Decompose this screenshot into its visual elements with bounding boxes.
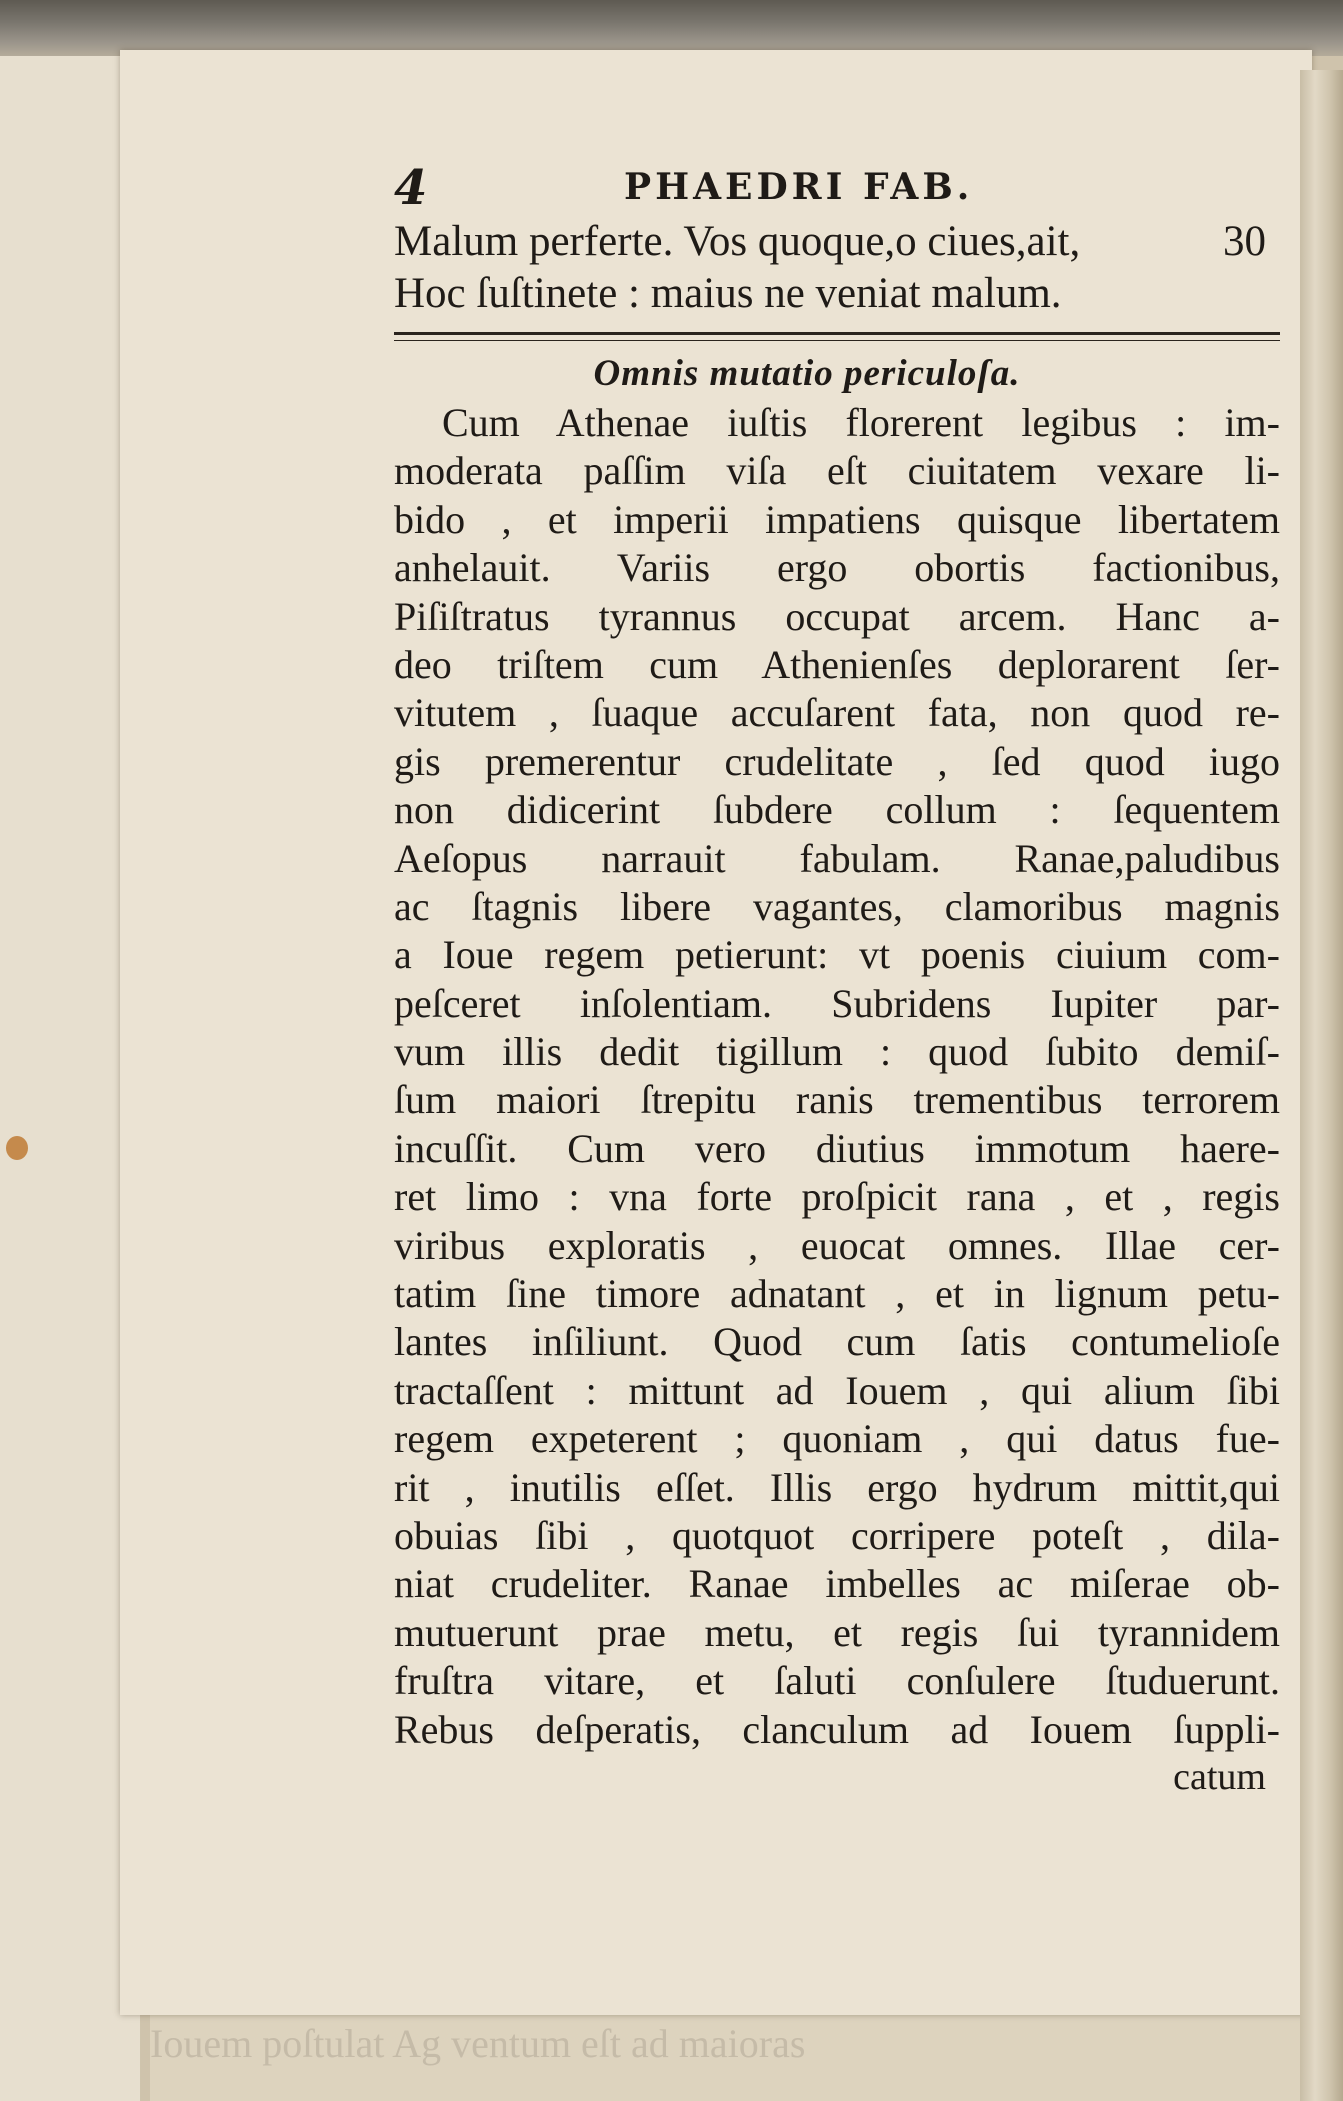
body-line: rit , inutilis eſſet. Illis ergo hydrum mittit,qui: [394, 1464, 1280, 1510]
gutter-shadow: [1300, 70, 1343, 2101]
body-line: viribus exploratis , euocat omnes. Illae cer-: [394, 1222, 1280, 1268]
section-divider: [394, 332, 1280, 341]
body-line: ret limo : vna forte proſpicit rana , et , regis: [394, 1174, 1280, 1220]
fable-body: [394, 399, 1280, 1754]
verse-line: [394, 216, 1280, 268]
running-head-title: PHAEDRI FAB.: [624, 166, 974, 208]
fable-title: Omnis mutatio periculoſa.: [593, 353, 1021, 394]
verse-line-number: 30: [1223, 218, 1266, 265]
body-line: tractaſſent : mittunt ad Iouem , qui alium ſibi: [394, 1367, 1280, 1413]
body-line: tatim ſine timore adnatant , et in lignum petu-: [394, 1271, 1280, 1317]
body-line: mutuerunt prae metu, et regis ſui tyrannidem: [394, 1609, 1280, 1655]
body-line: Cum Athenae iuſtis florerent legibus : im-: [442, 400, 1280, 445]
body-line: vum illis dedit tigillum : quod ſubito demiſ-: [394, 1029, 1280, 1075]
body-line: niat crudeliter. Ranae imbelles ac miſerae ob-: [394, 1561, 1280, 1607]
body-line: lantes inſiliunt. Quod cum ſatis contumelioſe: [394, 1319, 1280, 1365]
body-line: fruſtra vitare, et ſaluti conſulere ſtuduerunt.: [394, 1658, 1280, 1704]
page-text-block: [394, 160, 1280, 1800]
catchword: catum: [1173, 1755, 1266, 1798]
running-head: [394, 160, 1280, 216]
body-line: gis premerentur crudelitate , ſed quod iugo: [394, 738, 1280, 784]
body-line: incuſſit. Cum vero diutius immotum haere-: [394, 1125, 1280, 1171]
body-line: obuias ſibi , quotquot corripere poteſt , dila-: [394, 1512, 1280, 1558]
body-line: ac ſtagnis libere vagantes, clamoribus magnis: [394, 883, 1280, 929]
body-line: Rebus deſperatis, clanculum ad Iouem ſuppli-: [394, 1706, 1280, 1752]
body-line: Aeſopus narrauit fabulam. Ranae,paludibus: [394, 835, 1280, 881]
body-line: regem expeterent ; quoniam , qui datus fue-: [394, 1416, 1280, 1462]
body-line: moderata paſſim viſa eſt ciuitatem vexare li-: [394, 448, 1280, 494]
body-line: Piſiſtratus tyrannus occupat arcem. Hanc a-: [394, 593, 1280, 639]
bleed-through-text: Iouem poſtulat Ag ventum eſt ad maioras: [150, 2021, 806, 2066]
body-line: bido , et imperii impatiens quisque libertatem: [394, 496, 1280, 542]
verse-text: Hoc ſuſtinete : maius ne veniat malum.: [394, 270, 1062, 317]
body-line: anhelauit. Variis ergo obortis factionibus,: [394, 545, 1280, 591]
body-line: ſum maiori ſtrepitu ranis trementibus terrorem: [394, 1077, 1280, 1123]
ink-stain: [6, 1136, 28, 1160]
verse-text: Malum perferte. Vos quoque,o ciues,ait,: [394, 218, 1081, 265]
body-line: non didicerint ſubdere collum : ſequentem: [394, 787, 1280, 833]
body-line: peſceret inſolentiam. Subridens Iupiter par-: [394, 980, 1280, 1026]
book-binding-edge: [0, 0, 1343, 56]
body-line: a Ioue regem petierunt: vt poenis ciuium com-: [394, 932, 1280, 978]
verse-line: [394, 268, 1280, 320]
body-line: deo triſtem cum Athenienſes deplorarent ſer-: [394, 641, 1280, 687]
body-line: vitutem , ſuaque accuſarent fata, non quod re-: [394, 690, 1280, 736]
page-number: 4: [394, 160, 428, 216]
